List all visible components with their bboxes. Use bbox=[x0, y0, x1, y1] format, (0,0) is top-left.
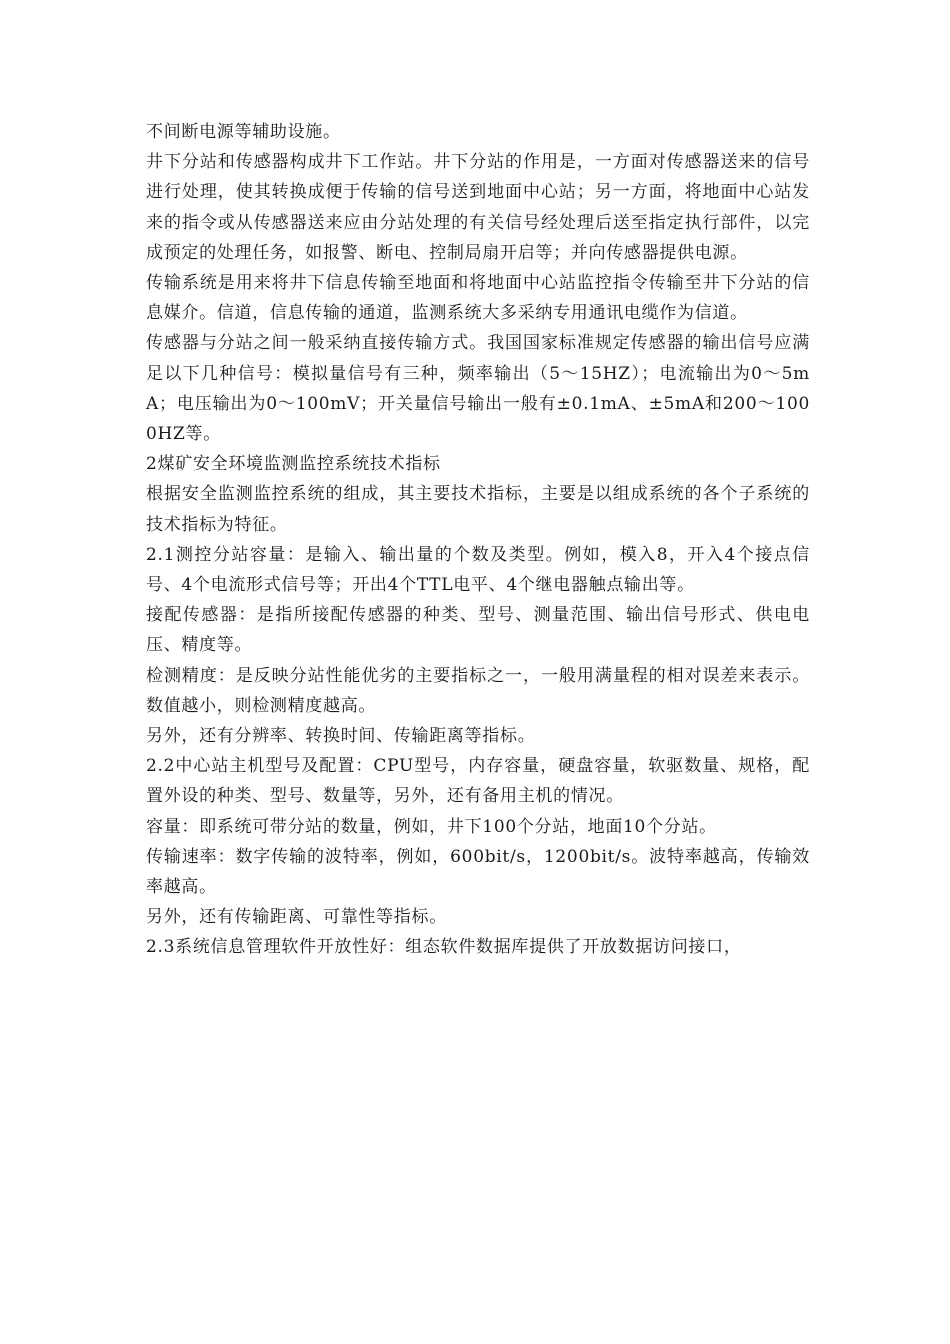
paragraph-sensor-signals: 传感器与分站之间一般采纳直接传输方式。我国国家标准规定传感器的输出信号应满足以下几种信号：模拟量信号有三种，频率输出（5～15HZ）；电流输出为0～5mA；电压输出为0～100mV；开关量信号输出一般有±0.1mA、±5mA和200～1000HZ等。 bbox=[146, 333, 811, 445]
paragraph-sensor-matching: 接配传感器：是指所接配传感器的种类、型号、测量范围、输出信号形式、供电电压、精度等。 bbox=[146, 605, 810, 656]
paragraph-transmission-system: 传输系统是用来将井下信息传输至地面和将地面中心站监控指令传输至井下分站的信息媒介。信道，信息传输的通道，监测系统大多采纳专用通讯电缆作为信道。 bbox=[146, 273, 810, 324]
paragraph-underground-station: 井下分站和传感器构成井下工作站。井下分站的作用是，一方面对传感器送来的信号进行处理，使其转换成便于传输的信号送到地面中心站；另一方面，将地面中心站发来的指令或从传感器送来应由分站处理的有关信号经处理后送至指定执行部件，以完成预定的处理任务，如报警、断电、控制局扇开启等；并向传感器提供电源。 bbox=[146, 152, 810, 263]
paragraph-2-2-host-config: 2.2中心站主机型号及配置：CPU型号，内存容量，硬盘容量，软驱数量、规格，配置外设的种类、型号、数量等，另外，还有备用主机的情况。 bbox=[146, 756, 810, 807]
paragraph-ups-facilities: 不间断电源等辅助设施。 bbox=[146, 122, 341, 142]
paragraph-technical-indicators: 根据安全监测监控系统的组成，其主要技术指标，主要是以组成系统的各个子系统的技术指标为特征。 bbox=[146, 484, 810, 535]
paragraph-other-indicators-1: 另外，还有分辨率、转换时间、传输距离等指标。 bbox=[146, 726, 536, 747]
paragraph-capacity: 容量：即系统可带分站的数量，例如，井下100个分站，地面10个分站。 bbox=[146, 816, 717, 837]
paragraph-2-1-substation-capacity: 2.1测控分站容量：是输入、输出量的个数及类型。例如，模入8，开入4个接点信号、4个电流形式信号等；开出4个TTL电平、4个继电器触点输出等。 bbox=[146, 544, 810, 596]
paragraph-detection-accuracy: 检测精度：是反映分站性能优劣的主要指标之一，一般用满量程的相对误差来表示。数值越小，则检测精度越高。 bbox=[146, 665, 810, 716]
section-heading-2: 2煤矿安全环境监测监控系统技术指标 bbox=[146, 454, 441, 475]
paragraph-transmission-rate: 传输速率：数字传输的波特率，例如，600bit/s，1200bit/s。波特率越高，传输效率越高。 bbox=[146, 846, 810, 898]
paragraph-other-indicators-2: 另外，还有传输距离、可靠性等指标。 bbox=[146, 907, 447, 928]
paragraph-2-3-software-openness: 2.3系统信息管理软件开放性好：组态软件数据库提供了开放数据访问接口， bbox=[146, 937, 742, 958]
document-body bbox=[146, 117, 810, 963]
